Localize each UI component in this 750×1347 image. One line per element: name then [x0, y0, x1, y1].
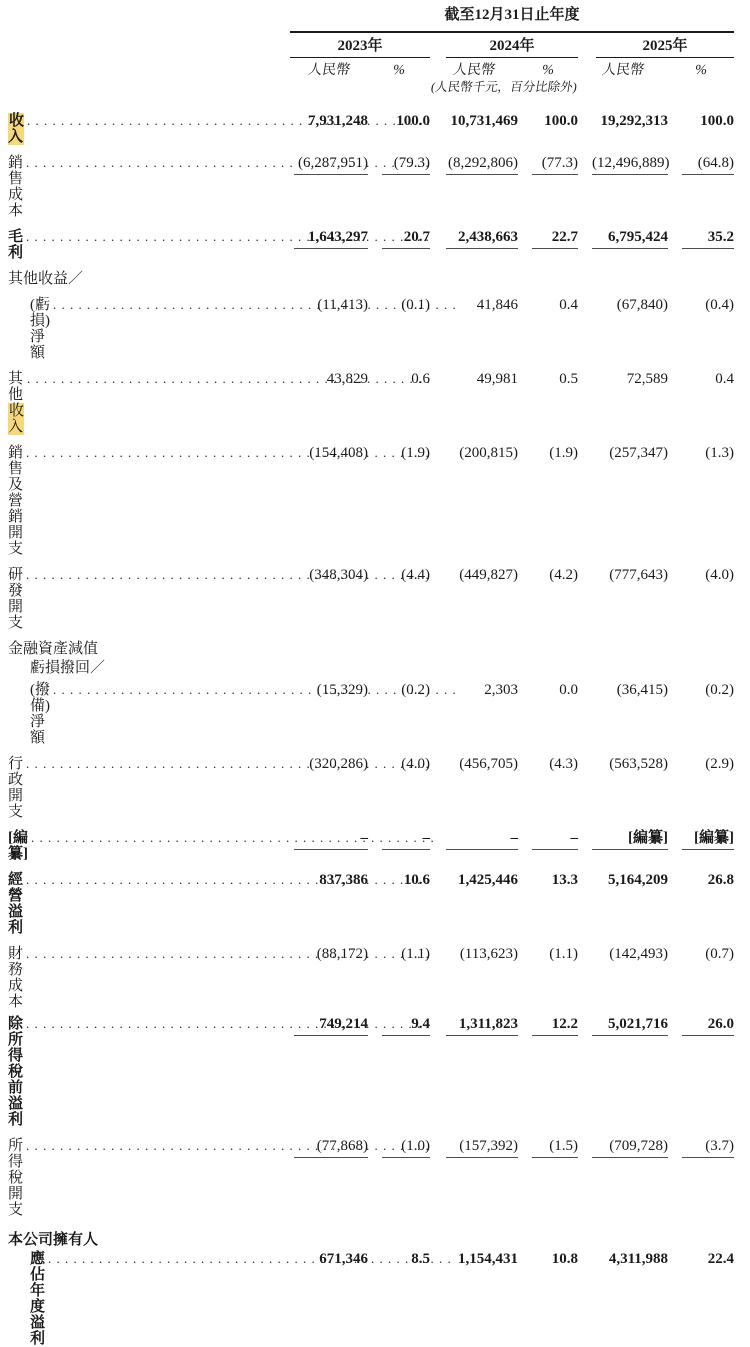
cell-value: (1.1): [549, 946, 578, 962]
row-label: [8, 872, 290, 936]
value-cell: [430, 830, 518, 850]
value-cell: [518, 229, 578, 249]
cell-value: –: [446, 830, 518, 850]
cell-value: 1,425,446: [458, 872, 518, 888]
unit-note: (人民幣千元，百分比除外): [430, 80, 579, 94]
value-cell: [430, 113, 518, 129]
value-cell: [578, 1138, 668, 1158]
year-label: 2023年: [290, 37, 430, 58]
value-cell: [518, 946, 578, 962]
label-text-part: 本公司擁有人: [8, 1232, 99, 1248]
cell-value: (1.5): [532, 1138, 578, 1158]
cell-value: (154,408): [309, 445, 368, 461]
row-label-text: [8, 113, 24, 145]
value-cell: [668, 445, 734, 461]
cell-value: 10.8: [551, 1251, 578, 1267]
value-cell: [518, 756, 578, 772]
value-cell: [518, 872, 578, 888]
cell-value: (1.9): [401, 445, 430, 461]
cell-value: (563,528): [609, 756, 668, 772]
table-row: [8, 660, 734, 676]
value-cell: [290, 155, 368, 175]
cell-value: 0.6: [411, 371, 430, 387]
cell-value: 2,303: [484, 682, 518, 698]
value-cell: [668, 756, 734, 772]
value-cell: [368, 155, 430, 175]
cell-value: (200,815): [459, 445, 518, 461]
cell-value: (777,643): [609, 567, 668, 583]
value-cell: [368, 229, 430, 249]
cell-value: (88,172): [316, 946, 368, 962]
table-row: [8, 229, 734, 261]
row-label-text: [8, 946, 23, 1010]
cell-value: (12,496,889): [592, 155, 668, 175]
row-label-text: [30, 1251, 45, 1347]
cell-value: (64.8): [682, 155, 734, 175]
row-label-text: [8, 1232, 98, 1248]
value-cell: [578, 682, 668, 698]
value-cell: [578, 445, 668, 461]
cell-value: (4.0): [705, 567, 734, 583]
cell-value: –: [532, 830, 578, 850]
cell-value: (1.0): [382, 1138, 430, 1158]
cell-value: 26.8: [707, 872, 734, 888]
table-row: [8, 872, 734, 936]
value-cell: [518, 682, 578, 698]
row-label-text: [8, 830, 28, 862]
value-cell: [368, 872, 430, 888]
label-text-part: 所得稅開支: [8, 1138, 24, 1218]
row-label: [8, 567, 290, 631]
cell-value: (36,415): [616, 682, 668, 698]
value-cell: [290, 567, 368, 583]
label-text-part: 金融資產減值: [8, 641, 99, 657]
cell-value: 5,164,209: [608, 872, 668, 888]
table-row: [8, 682, 734, 746]
label-text-part: 其他收益／: [8, 271, 84, 287]
label-text-part: (撥備)淨額: [30, 682, 50, 746]
row-label-text: [8, 271, 83, 287]
table-row: [8, 1251, 734, 1347]
value-cell: [668, 155, 734, 175]
cell-value: (15,329): [316, 682, 368, 698]
table-row: [8, 1232, 734, 1248]
row-label-text: [30, 682, 50, 746]
table-rows: [8, 113, 734, 1347]
value-cell: [430, 756, 518, 772]
value-cell: [430, 1016, 518, 1036]
label-text-part: 虧損撥回／: [30, 660, 106, 676]
value-cell: [578, 113, 668, 129]
cell-value: (0.2): [705, 682, 734, 698]
table-header-years-row: [8, 33, 734, 58]
value-cell: [430, 567, 518, 583]
table-row: [8, 445, 734, 557]
cell-value: (1.3): [705, 445, 734, 461]
cell-value: 9.4: [382, 1016, 430, 1036]
value-cell: [518, 1251, 578, 1267]
cell-value: 1,643,297: [294, 229, 368, 249]
value-cell: [518, 1016, 578, 1036]
cell-value: 5,021,716: [592, 1016, 668, 1036]
cell-value: 43,829: [326, 371, 368, 387]
value-cell: [430, 155, 518, 175]
cell-value: 35.2: [682, 229, 734, 249]
table-row: [8, 641, 734, 657]
cell-value: (11,413): [317, 297, 368, 313]
table-header-note-row: [8, 79, 734, 95]
cell-value: (142,493): [609, 946, 668, 962]
value-cell: [290, 371, 368, 387]
cell-value: (67,840): [616, 297, 668, 313]
cell-value: 671,346: [319, 1251, 368, 1267]
cell-value: 100.0: [700, 113, 734, 129]
currency-header-2025: 人民幣: [600, 63, 646, 78]
value-cell: [290, 1138, 368, 1158]
cell-value: 12.2: [532, 1016, 578, 1036]
cell-value: 2,438,663: [446, 229, 518, 249]
cell-value: (456,705): [459, 756, 518, 772]
table-row: [8, 155, 734, 219]
cell-value: (709,728): [592, 1138, 668, 1158]
cell-value: 0.4: [559, 297, 578, 313]
value-cell: [578, 567, 668, 583]
value-cell: [368, 567, 430, 583]
cell-value: (257,347): [609, 445, 668, 461]
row-label-text: [30, 660, 105, 676]
row-label: [8, 271, 290, 287]
value-cell: [290, 830, 368, 850]
cell-value: 19,292,313: [600, 113, 668, 129]
cell-value: (0.7): [705, 946, 734, 962]
row-label: [8, 1251, 290, 1347]
cell-value: 1,154,431: [458, 1251, 518, 1267]
highlighted-text: 收入: [8, 113, 25, 145]
row-label-text: [8, 1138, 23, 1218]
cell-value: (1.1): [401, 946, 430, 962]
cell-value: 41,846: [476, 297, 518, 313]
table-row: [8, 113, 734, 145]
row-label: [8, 371, 290, 435]
value-cell: [578, 297, 668, 313]
table-row: [8, 946, 734, 1010]
table-row: [8, 567, 734, 631]
value-cell: [430, 297, 518, 313]
cell-value: (77.3): [532, 155, 578, 175]
value-cell: [430, 371, 518, 387]
percent-header-2024: %: [540, 63, 556, 78]
label-text-part: 除所得稅前溢利: [8, 1016, 24, 1128]
label-text-part: 銷售成本: [8, 155, 24, 219]
cell-value: 100.0: [396, 113, 430, 129]
value-cell: [518, 297, 578, 313]
cell-value: [編纂]: [592, 830, 668, 850]
cell-value: (113,623): [459, 946, 518, 962]
cell-value: 8.5: [411, 1251, 430, 1267]
cell-value: 49,981: [476, 371, 518, 387]
currency-header-2023: 人民幣: [306, 63, 352, 78]
cell-value: 0.0: [559, 682, 578, 698]
cell-value: (8,292,806): [446, 155, 518, 175]
value-cell: [668, 872, 734, 888]
row-label-text: [8, 641, 98, 657]
value-cell: [518, 371, 578, 387]
cell-value: (348,304): [309, 567, 368, 583]
value-cell: [518, 155, 578, 175]
value-cell: [368, 756, 430, 772]
table-header-units-row: [8, 58, 734, 79]
value-cell: [578, 155, 668, 175]
row-label-text: [8, 567, 23, 631]
highlighted-text: 收入: [8, 403, 25, 435]
table-row: [8, 371, 734, 435]
value-cell: [578, 229, 668, 249]
cell-value: (4.0): [401, 756, 430, 772]
value-cell: [368, 830, 430, 850]
value-cell: [368, 946, 430, 962]
table-row: [8, 830, 734, 862]
value-cell: [290, 229, 368, 249]
table-row: [8, 1016, 734, 1128]
cell-value: 26.0: [682, 1016, 734, 1036]
value-cell: [578, 756, 668, 772]
cell-value: 1,311,823: [446, 1016, 518, 1036]
value-cell: [290, 756, 368, 772]
year-column-2025: [578, 33, 734, 58]
label-text-part: 其他: [8, 371, 24, 403]
cell-value: 10,731,469: [450, 113, 518, 129]
label-text-part: 財務成本: [8, 946, 24, 1010]
row-label: [8, 113, 290, 145]
value-cell: [368, 297, 430, 313]
cell-value: –: [294, 830, 368, 850]
cell-value: (4.2): [549, 567, 578, 583]
year-label: 2024年: [446, 37, 578, 58]
value-cell: [290, 297, 368, 313]
value-cell: [368, 682, 430, 698]
row-label: [8, 155, 290, 219]
cell-value: (0.1): [401, 297, 430, 313]
row-label: [8, 1016, 290, 1128]
cell-value: 0.4: [715, 371, 734, 387]
label-text-part: 行政開支: [8, 756, 24, 820]
row-label-text: [8, 229, 23, 261]
value-cell: [518, 567, 578, 583]
label-text-part: 毛利: [8, 229, 24, 261]
value-cell: [290, 113, 368, 129]
value-cell: [518, 830, 578, 850]
cell-value: (320,286): [309, 756, 368, 772]
cell-value: (3.7): [682, 1138, 734, 1158]
row-label: [8, 297, 290, 361]
year-column-2023: [290, 33, 430, 58]
cell-value: [編纂]: [682, 830, 734, 850]
value-cell: [668, 1138, 734, 1158]
label-text-part: 銷售及營銷開支: [8, 445, 24, 557]
cell-value: 0.5: [559, 371, 578, 387]
cell-value: 10.6: [403, 872, 430, 888]
cell-value: (2.9): [705, 756, 734, 772]
row-label-text: [8, 872, 23, 936]
period-title: 截至12月31日止年度: [290, 6, 734, 33]
cell-value: (0.2): [401, 682, 430, 698]
table-row: [8, 756, 734, 820]
value-cell: [518, 113, 578, 129]
row-label-text: [8, 445, 23, 557]
value-cell: [290, 1016, 368, 1036]
value-cell: [578, 872, 668, 888]
value-cell: [668, 567, 734, 583]
label-text-part: 應佔年度溢利: [30, 1251, 46, 1347]
row-label-text: [30, 297, 50, 361]
value-cell: [368, 371, 430, 387]
value-cell: [368, 1016, 430, 1036]
cell-value: (6,287,951): [294, 155, 368, 175]
value-cell: [368, 1251, 430, 1267]
value-cell: [668, 1016, 734, 1036]
value-cell: [290, 1251, 368, 1267]
cell-value: 22.7: [532, 229, 578, 249]
value-cell: [430, 682, 518, 698]
value-cell: [430, 229, 518, 249]
value-cell: [368, 445, 430, 461]
percent-header-2025: %: [693, 63, 709, 78]
cell-value: 72,589: [626, 371, 668, 387]
value-cell: [518, 1138, 578, 1158]
value-cell: [430, 445, 518, 461]
row-label: [8, 830, 290, 862]
cell-value: (4.4): [401, 567, 430, 583]
row-label: [8, 229, 290, 261]
row-label: [8, 682, 290, 746]
row-label: [8, 1232, 290, 1248]
cell-value: (157,392): [446, 1138, 518, 1158]
table-row: [8, 271, 734, 287]
cell-value: 22.4: [707, 1251, 734, 1267]
table-row: [8, 1138, 734, 1218]
value-cell: [368, 1138, 430, 1158]
value-cell: [578, 946, 668, 962]
value-cell: [518, 445, 578, 461]
value-cell: [430, 1251, 518, 1267]
value-cell: [668, 830, 734, 850]
cell-value: 20.7: [382, 229, 430, 249]
cell-value: 6,795,424: [592, 229, 668, 249]
value-cell: [430, 1138, 518, 1158]
value-cell: [290, 682, 368, 698]
value-cell: [290, 872, 368, 888]
table-header-title-row: [8, 6, 734, 33]
row-label-text: [8, 1016, 23, 1128]
cell-value: (1.9): [549, 445, 578, 461]
value-cell: [668, 297, 734, 313]
cell-value: (0.4): [705, 297, 734, 313]
label-text-part: 經營溢利: [8, 872, 24, 936]
cell-value: 7,931,248: [308, 113, 368, 129]
cell-value: 4,311,988: [608, 1251, 668, 1267]
cell-value: –: [382, 830, 430, 850]
row-label: [8, 946, 290, 1010]
value-cell: [578, 1016, 668, 1036]
row-label-text: [8, 155, 23, 219]
value-cell: [668, 113, 734, 129]
row-label: [8, 445, 290, 557]
cell-value: (449,827): [459, 567, 518, 583]
row-label: [8, 1138, 290, 1218]
cell-value: 749,214: [294, 1016, 368, 1036]
currency-header-2024: 人民幣: [451, 63, 497, 78]
value-cell: [430, 872, 518, 888]
cell-value: (4.3): [549, 756, 578, 772]
value-cell: [290, 445, 368, 461]
year-label: 2025年: [596, 37, 734, 58]
value-cell: [368, 113, 430, 129]
label-text-part: [編纂]: [8, 830, 28, 862]
value-cell: [290, 946, 368, 962]
value-cell: [668, 1251, 734, 1267]
value-cell: [578, 371, 668, 387]
cell-value: 100.0: [544, 113, 578, 129]
row-label-text: [8, 371, 24, 435]
cell-value: 837,386: [319, 872, 368, 888]
value-cell: [578, 830, 668, 850]
value-cell: [430, 946, 518, 962]
row-label-text: [8, 756, 23, 820]
value-cell: [668, 682, 734, 698]
cell-value: 13.3: [551, 872, 578, 888]
year-column-2024: [430, 33, 578, 58]
percent-header-2023: %: [391, 63, 407, 78]
cell-value: (79.3): [382, 155, 430, 175]
table-row: [8, 297, 734, 361]
row-label: [8, 756, 290, 820]
value-cell: [578, 1251, 668, 1267]
label-text-part: 研發開支: [8, 567, 24, 631]
cell-value: (77,868): [294, 1138, 368, 1158]
value-cell: [668, 946, 734, 962]
label-text-part: (虧損)淨額: [30, 297, 50, 361]
row-label: [8, 660, 290, 676]
value-cell: [668, 229, 734, 249]
value-cell: [668, 371, 734, 387]
row-label: [8, 641, 290, 657]
